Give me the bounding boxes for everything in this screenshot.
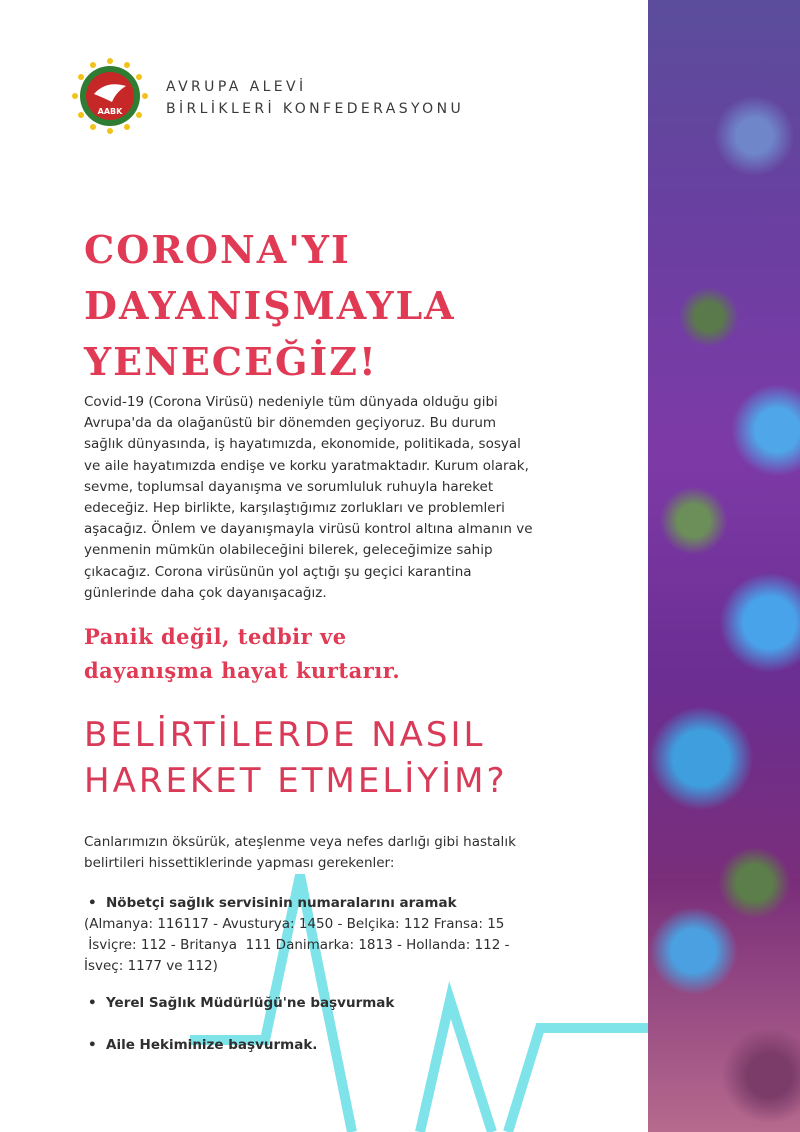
bullet-icon: • [88, 995, 97, 1011]
body-line: aşacağız. Önlem ve dayanışmayla virüsü kontrol altına almanın ve [84, 521, 533, 538]
list-item-detail: (Almanya: 116117 - Avusturya: 1450 - Belçika: 112 Fransa: 15 [84, 916, 505, 932]
org-name-line1: AVRUPA ALEVİ [166, 79, 307, 95]
title-line1: CORONA'YI [84, 227, 351, 272]
list-item-health-directorate [84, 993, 394, 1014]
org-name-line2: BİRLİKLERİ KONFEDERASYONU [166, 101, 465, 117]
list-item-label: Aile Hekiminize başvurmak. [106, 1037, 318, 1053]
body-line: sevme, toplumsal dayanışma ve sorumluluk ruhuyla hareket [84, 478, 494, 495]
section-heading-line1: BELİRTİLERDE NASIL [84, 715, 486, 755]
aabk-logo [72, 58, 148, 134]
body-line: sağlık dünyasında, iş hayatımızda, ekonomide, politikada, sosyal [84, 436, 521, 453]
body-line: yenmenin mümkün olabileceğini bilerek, geleceğimize sahip [84, 542, 493, 559]
symptoms-intro [84, 832, 564, 874]
slogan-line2: dayanışma hayat kurtarır. [84, 658, 401, 683]
section-heading [84, 712, 644, 804]
bullet-icon: • [88, 895, 97, 911]
list-item-detail: İsveç: 1177 ve 112) [84, 958, 218, 974]
organization-name [166, 76, 464, 120]
body-line: Avrupa'da da olağanüstü bir dönemden geçiyoruz. Bu durum [84, 415, 497, 432]
title-line2: DAYANIŞMAYLA [84, 283, 456, 328]
list-item-label: Yerel Sağlık Müdürlüğü'ne başvurmak [106, 995, 395, 1011]
title-line3: YENECEĞİZ! [84, 339, 378, 384]
body-line: Covid-19 (Corona Virüsü) nedeniyle tüm dünyada olduğu gibi [84, 394, 498, 410]
logo-text: AABK [97, 107, 123, 116]
list-item-label: Nöbetçi sağlık servisinin numaralarını aramak [106, 895, 457, 911]
body-line: çıkacağız. Corona virüsünün yol açtığı şu geçici karantina [84, 563, 472, 580]
list-item-detail: İsviçre: 112 - Britanya 111 Danimarka: 1813 - Hollanda: 112 - [84, 937, 510, 953]
list-item-family-doctor [84, 1035, 317, 1056]
section-heading-line2: HAREKET ETMELİYİM? [84, 761, 508, 801]
body-line: ve aile hayatımızda endişe ve korku yaratmaktadır. Kurum olarak, [84, 457, 529, 474]
main-title [84, 222, 456, 390]
slogan-line1: Panik değil, tedbir ve [84, 624, 347, 649]
intro-line2: belirtileri hissettiklerinde yapması gerekenler: [84, 855, 395, 871]
intro-line1: Canlarımızın öksürük, ateşlenme veya nefes darlığı gibi hastalık [84, 834, 516, 850]
list-item-call-health-service [84, 893, 509, 977]
body-line: günlerinde daha çok dayanışacağız. [84, 584, 327, 601]
slogan [84, 620, 564, 688]
body-line: edeceğiz. Hep birlikte, karşılaştığımız zorlukları ve problemleri [84, 500, 505, 517]
bullet-icon: • [88, 1037, 97, 1053]
body-paragraph [84, 392, 554, 604]
virus-image-panel [648, 0, 800, 1132]
